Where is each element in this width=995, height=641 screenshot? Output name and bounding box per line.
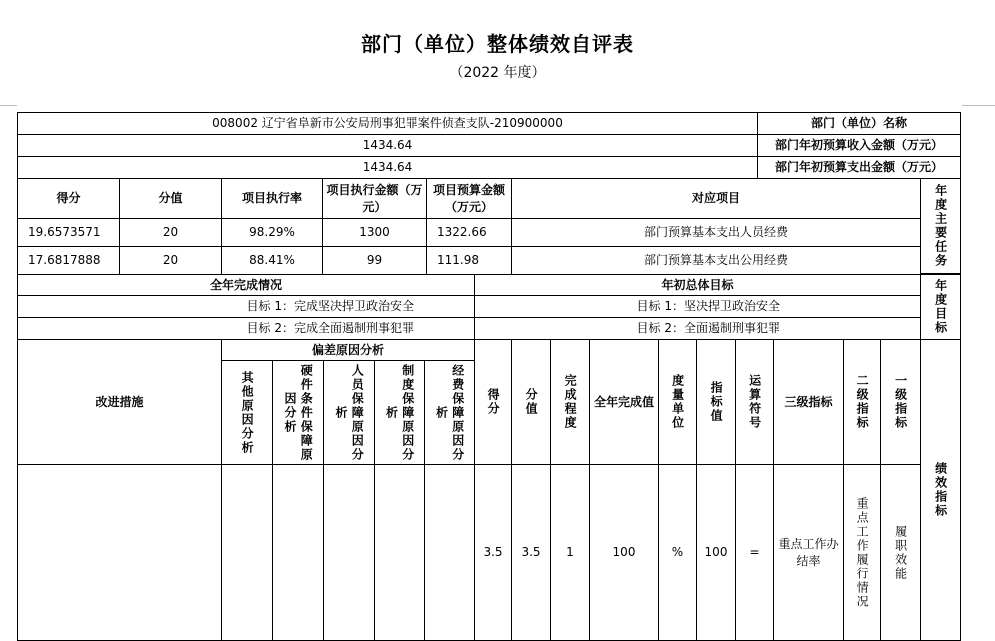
overall-goal-2: 目标 2：全面遏制刑事犯罪 [474,317,921,340]
task-header-project: 对应项目 [511,178,921,219]
income-label: 部门年初预算收入金额（万元） [757,134,961,157]
income-value: 1434.64 [17,134,758,157]
task-row-2-budget: 111.98 [426,246,512,275]
ind-header-deviation: 偏差原因分析 [221,339,475,361]
ind-header-level3: 三级指标 [773,339,844,465]
overall-goal-1: 目标 1：坚决捍卫政治安全 [474,295,921,318]
ind-header-level2: 二级指标 [843,339,881,465]
ind-row-operator: = [735,464,774,641]
ind-row-dev-hardware [272,464,324,641]
task-row-1-score-value: 20 [119,218,222,247]
task-row-2-project: 部门预算基本支出公用经费 [511,246,921,275]
ind-row-score: 3.5 [474,464,512,641]
ind-row-dev-personnel [323,464,375,641]
ind-header-dev-funding: 经费保障原因分析 [424,360,475,465]
annual-goals-side-label: 年度目标 [920,274,961,340]
ind-row-level3: 重点工作办结率 [773,464,844,641]
task-header-rate: 项目执行率 [221,178,323,219]
task-header-score-value: 分值 [119,178,222,219]
ind-row-level2: 重点工作履行情况 [843,464,881,641]
ind-row-score-value: 3.5 [511,464,551,641]
ind-row-unit: % [658,464,697,641]
ind-header-operator: 运算符号 [735,339,774,465]
task-row-1-rate: 98.29% [221,218,323,247]
ind-header-score-value: 分值 [511,339,551,465]
divider-left [0,105,17,106]
task-row-2-rate: 88.41% [221,246,323,275]
completion-goal-2: 目标 2：完成全面遏制刑事犯罪 [17,317,475,340]
ind-header-actual: 全年完成值 [589,339,659,465]
ind-row-level1: 履职效能 [880,464,921,641]
ind-row-actual: 100 [589,464,659,641]
divider-right [962,105,995,106]
task-row-2-score: 17.6817888 [17,246,120,275]
page-title: 部门（单位）整体绩效自评表 [361,32,634,56]
ind-header-measures: 改进措施 [17,339,222,465]
completion-header: 全年完成情况 [17,274,475,296]
ind-header-dev-personnel: 人员保障原因分析 [323,360,375,465]
task-row-1-score: 19.6573571 [17,218,120,247]
ind-row-completion: 1 [550,464,590,641]
dept-name-value: 008002 辽宁省阜新市公安局刑事犯罪案件侦查支队-210900000 [17,112,758,135]
ind-header-score: 得分 [474,339,512,465]
task-row-2-score-value: 20 [119,246,222,275]
ind-header-dev-system: 制度保障原因分析 [374,360,425,465]
task-row-1-project: 部门预算基本支出人员经费 [511,218,921,247]
dept-name-label: 部门（单位）名称 [757,112,961,135]
year-subtitle: （2022 年度） [449,65,546,81]
overall-goals-header: 年初总体目标 [474,274,921,296]
ind-header-unit: 度量单位 [658,339,697,465]
ind-row-dev-system [374,464,425,641]
ind-header-completion: 完成程度 [550,339,590,465]
expense-label: 部门年初预算支出金额（万元） [757,156,961,179]
completion-goal-1: 目标 1：完成坚决捍卫政治安全 [17,295,475,318]
ind-header-dev-other: 其他原因分析 [221,360,273,465]
ind-header-dev-hardware: 硬件条件保障原因分析 [272,360,324,465]
ind-row-dev-funding [424,464,475,641]
annual-tasks-side-label: 年度主要任务 [920,178,961,274]
task-row-1-budget: 1322.66 [426,218,512,247]
ind-header-level1: 一级指标 [880,339,921,465]
ind-row-dev-other [221,464,273,641]
task-row-1-executed: 1300 [322,218,427,247]
task-header-executed: 项目执行金额（万元） [322,178,427,219]
ind-row-measures [17,464,222,641]
expense-value: 1434.64 [17,156,758,179]
indicators-side-label: 绩效指标 [920,339,961,641]
task-header-score: 得分 [17,178,120,219]
ind-header-target: 指标值 [696,339,736,465]
self-evaluation-table [17,112,961,641]
task-header-budget: 项目预算金额（万元） [426,178,512,219]
ind-row-target: 100 [696,464,736,641]
task-row-2-executed: 99 [322,246,427,275]
